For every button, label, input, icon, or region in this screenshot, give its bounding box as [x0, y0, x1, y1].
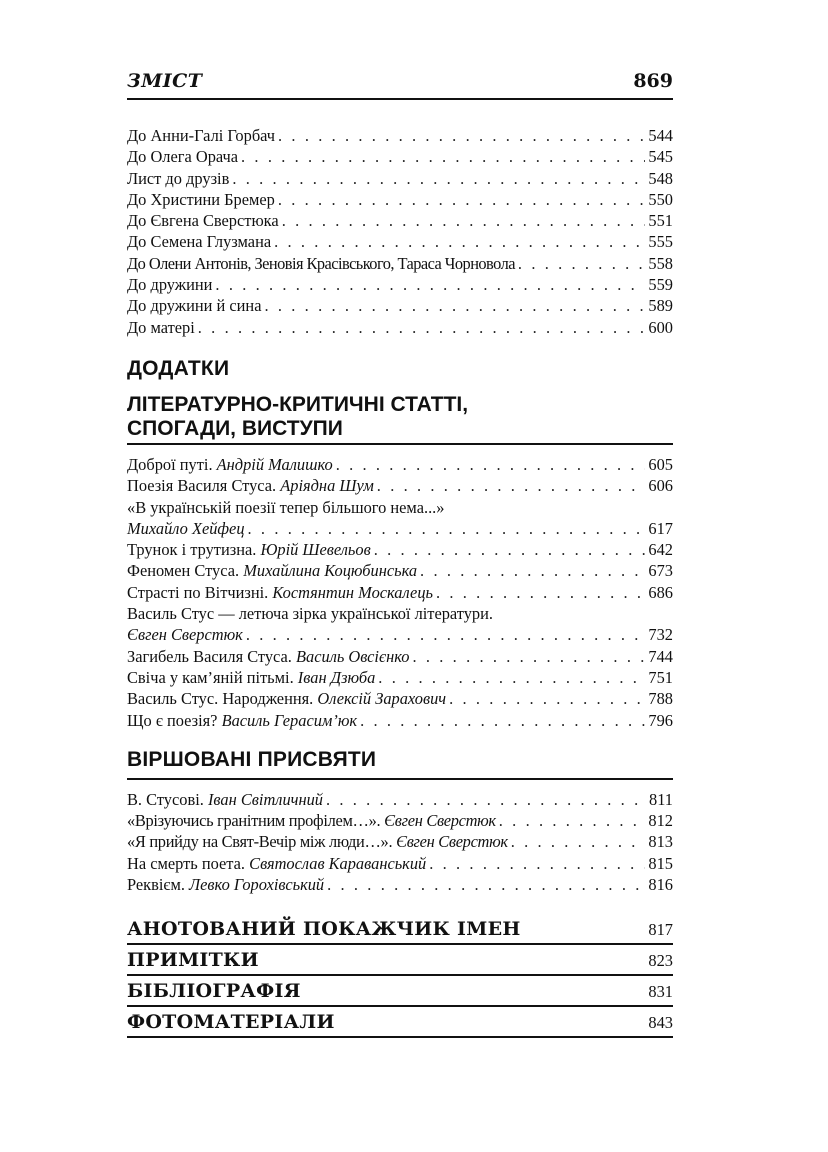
toc-entry[interactable]: «Я прийду на Свят-Вечір між люди…». Євген Сверстюк . . . 813 [127, 832, 673, 853]
toc-entry[interactable]: Свіча у кам’яній пітьмі. Іван Дзюба . . . 751 [127, 668, 673, 689]
toc-entry-first-line[interactable]: Василь Стус — летюча зірка української літератури. [127, 604, 493, 624]
toc-entry[interactable]: До матері . . . 600 [127, 318, 673, 339]
toc-entry[interactable]: Василь Стус. Народження. Олексій Зарахович . . . 788 [127, 689, 673, 710]
toc-entry[interactable]: «Врізуючись гранітним профілем…». Євген Сверстюк . . . 812 [127, 811, 673, 832]
articles-list [127, 455, 673, 732]
toc-entry[interactable]: До дружини й сина . . . 589 [127, 296, 673, 317]
toc-entry[interactable]: До дружини . . . 559 [127, 275, 673, 296]
page-number: 869 [633, 70, 673, 92]
letters-list [127, 126, 673, 339]
subsection-heading-poems: ВІРШОВАНІ ПРИСВЯТИ [127, 748, 673, 780]
section-heading-appendix: ДОДАТКИ [127, 356, 230, 380]
toc-entry[interactable]: В. Стусові. Іван Світличний . . . 811 [127, 790, 673, 811]
toc-entry[interactable]: Загибель Василя Стуса. Василь Овсієнко . . . 744 [127, 647, 673, 668]
toc-entry[interactable]: Євген Сверстюк . . . 732 [127, 625, 673, 646]
toc-entry[interactable]: До Семена Глузмана . . . 555 [127, 232, 673, 253]
toc-entry-index[interactable]: АНОТОВАНИЙ ПОКАЖЧИК ІМЕН 817 [127, 914, 673, 945]
toc-entry[interactable]: Страсті по Вітчизні. Костянтин Москалець . . . 686 [127, 583, 673, 604]
toc-entry[interactable]: До Олега Орача . . . 545 [127, 147, 673, 168]
toc-entry[interactable]: Реквієм. Левко Горохівський . . . 816 [127, 875, 673, 896]
toc-entry[interactable]: До Олени Антонів, Зеновія Красівського, Тараса Чорновола . . . 558 [127, 254, 673, 275]
toc-entry[interactable]: Що є поезія? Василь Герасим’юк . . . 796 [127, 711, 673, 732]
toc-entry[interactable]: До Євгена Сверстюка . . . 551 [127, 211, 673, 232]
toc-entry[interactable]: Феномен Стуса. Михайлина Коцюбинська . . . 673 [127, 561, 673, 582]
toc-entry[interactable]: Поезія Василя Стуса. Аріядна Шум . . . 606 [127, 476, 673, 497]
toc-entry[interactable]: На смерть поета. Святослав Караванський . . . 815 [127, 854, 673, 875]
poems-list [127, 790, 673, 896]
toc-entry-bibliography[interactable]: БІБЛІОГРАФІЯ 831 [127, 976, 673, 1007]
toc-page [127, 70, 673, 1038]
subsection-heading-articles: ЛІТЕРАТУРНО-КРИТИЧНІ СТАТТІ, СПОГАДИ, ВИСТУПИ [127, 393, 673, 445]
running-head-title: ЗМІСТ [127, 70, 203, 92]
toc-entry[interactable]: Трунок і трутизна. Юрій Шевельов . . . 642 [127, 540, 673, 561]
toc-entry-notes[interactable]: ПРИМІТКИ 823 [127, 945, 673, 976]
toc-entry[interactable]: Доброї путі. Андрій Малишко . . . 605 [127, 455, 673, 476]
running-head [127, 70, 673, 100]
toc-entry-first-line[interactable]: «В українській поезії тепер більшого нема...» [127, 497, 445, 517]
toc-entry-photos[interactable]: ФОТОМАТЕРІАЛИ 843 [127, 1007, 673, 1038]
toc-entry[interactable]: До Анни-Галі Горбач . . . 544 [127, 126, 673, 147]
toc-entry[interactable]: До Христини Бремер . . . 550 [127, 190, 673, 211]
toc-entry[interactable]: Михайло Хейфец . . . 617 [127, 519, 673, 540]
toc-entry[interactable]: Лист до друзів . . . 548 [127, 169, 673, 190]
back-matter-list [127, 914, 673, 1038]
